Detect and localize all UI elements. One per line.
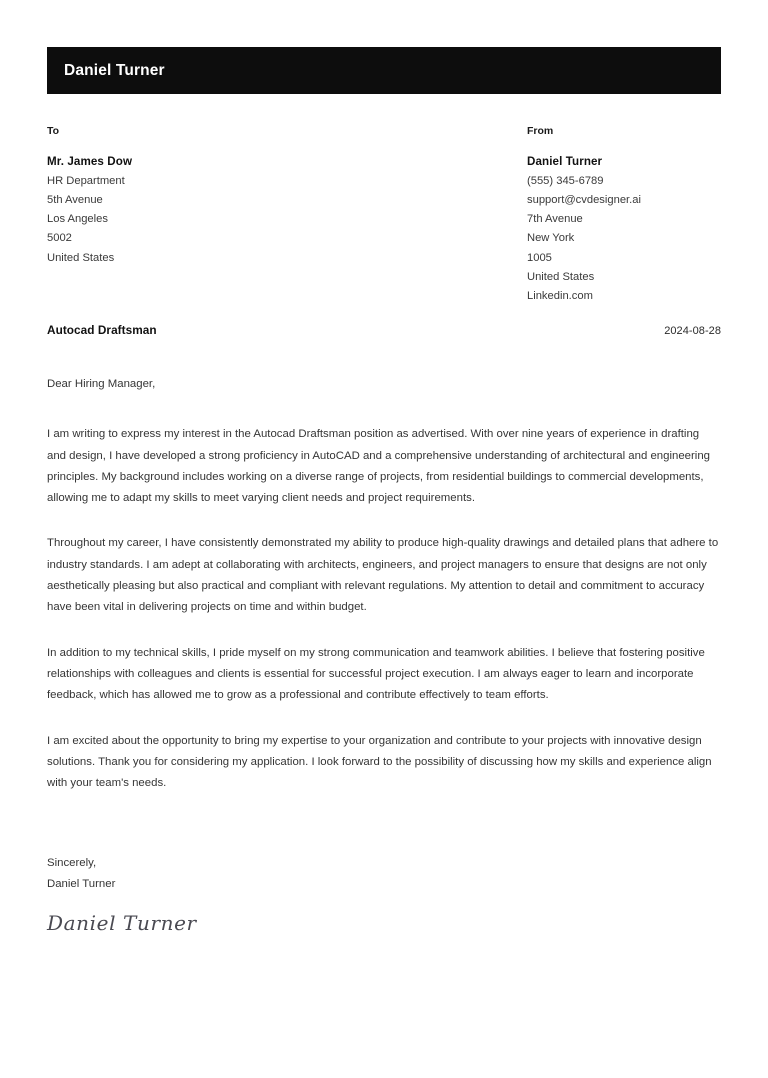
sender-address-line: United States	[527, 270, 595, 283]
applicant-name-header: Daniel Turner	[64, 61, 165, 79]
sender-address-line: New York	[527, 232, 575, 245]
body-paragraph: I am excited about the opportunity to bring my expertise to your organization and contribute to your projects with innovative design solutions. Thank you for considering my application. I look forward to the possibility of discussing how my skills and experience align with your team's needs.	[47, 734, 712, 790]
recipient-label: To	[47, 125, 60, 137]
sender-email: support@cvdesigner.ai	[527, 193, 641, 206]
body-paragraph: Throughout my career, I have consistently demonstrated my ability to produce high-quality drawings and detailed plans that adhere to industry standards. I am adept at collaborating with architects, engineers, and project managers to ensure that designs are not only aesthetically pleasing but also practical and compliant with relevant regulations. My attention to detail and commitment to accuracy have been vital in delivering projects on time and within budget.	[47, 537, 719, 614]
sender-website: Linkedin.com	[527, 290, 593, 303]
sender-address-line: 1005	[527, 251, 552, 264]
job-title: Autocad Draftsman	[47, 323, 157, 337]
signer-name: Daniel Turner	[47, 878, 116, 891]
valediction: Sincerely,	[47, 857, 97, 869]
letter-body	[47, 374, 721, 794]
sender-phone: (555) 345-6789	[527, 174, 604, 187]
closing-block	[47, 853, 721, 936]
recipient-address-line: HR Department	[47, 174, 125, 187]
sender-label: From	[527, 125, 554, 137]
recipient-address-line: 5th Avenue	[47, 193, 103, 206]
sender-column	[527, 124, 721, 307]
recipient-name: Mr. James Dow	[47, 155, 133, 168]
sender-address-line: 7th Avenue	[527, 213, 583, 226]
sender-name: Daniel Turner	[527, 155, 603, 168]
document-header-bar	[47, 47, 721, 94]
body-paragraph: In addition to my technical skills, I pride myself on my strong communication and teamwork abilities. I believe that fostering positive relationships with colleagues and clients is essential for successful project execution. I am always eager to learn and incorporate feedback, which has allowed me to grow as a professional and contribute effectively to team efforts.	[47, 646, 705, 702]
recipient-address-line: Los Angeles	[47, 213, 108, 226]
subject-row	[47, 323, 721, 337]
recipient-address-line: United States	[47, 251, 115, 264]
handwritten-signature: Daniel Turner	[47, 910, 197, 935]
recipient-address-line: 5002	[47, 232, 72, 245]
letter-date: 2024-08-28	[664, 325, 721, 337]
address-block	[47, 124, 721, 307]
recipient-column	[47, 124, 527, 268]
salutation: Dear Hiring Manager,	[47, 378, 156, 390]
body-paragraph: I am writing to express my interest in the Autocad Draftsman position as advertised. With over nine years of experience in drafting and design, I have developed a strong proficiency in AutoCAD and a comprehensive understanding of architectural and engineering principles. My background includes working on a diverse range of projects, from residential buildings to commercial developments, allowing me to adapt my skills to meet varying client needs and project requirements.	[47, 428, 710, 505]
